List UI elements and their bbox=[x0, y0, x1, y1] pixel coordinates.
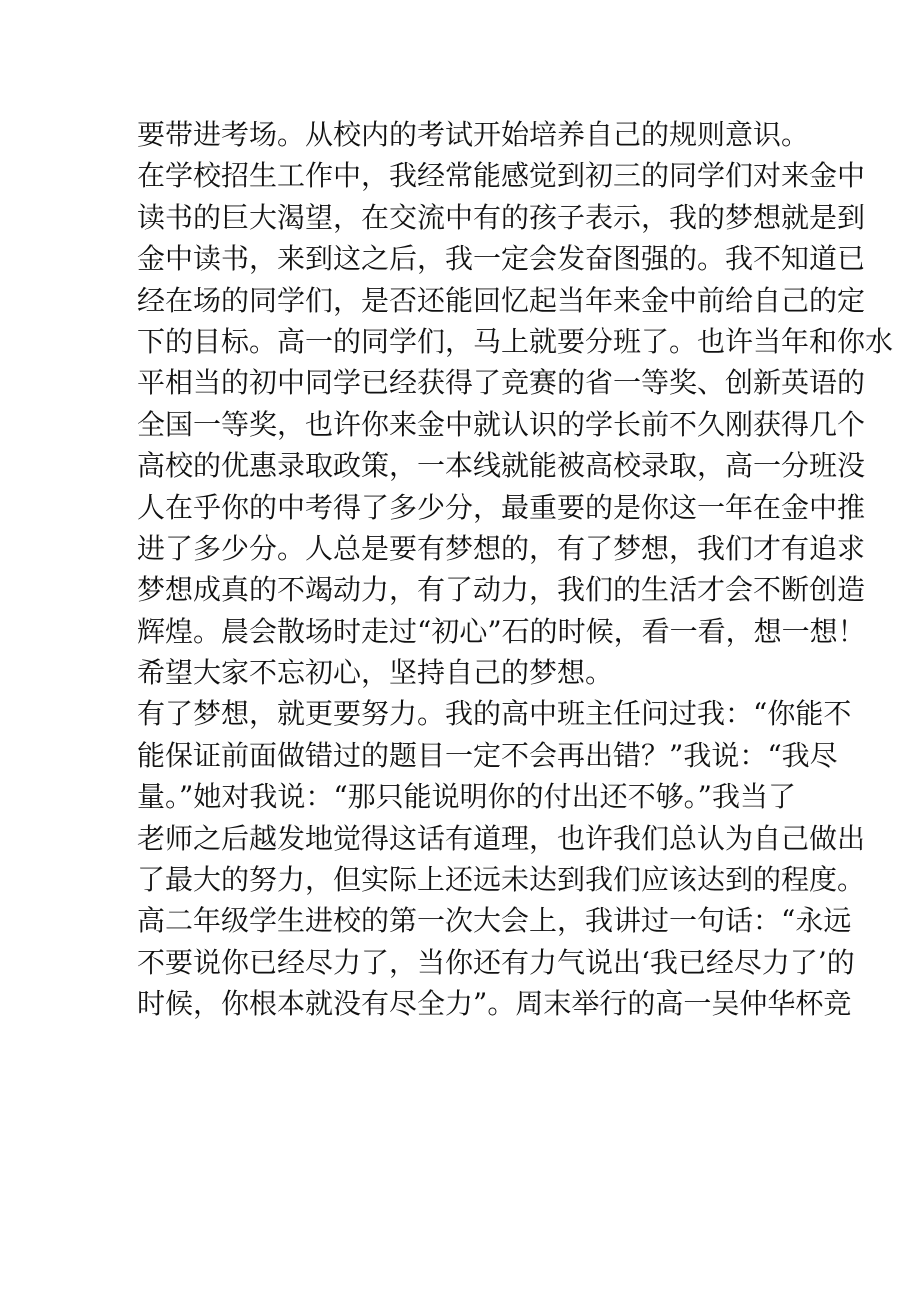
text-line-1: 要带进考场。从校内的考试开始培养自己的规则意识。 bbox=[137, 118, 810, 151]
text-line-5: 经在场的同学们，是否还能回忆起当年来金中前给自己的定 bbox=[137, 283, 866, 317]
text-line-16: 能保证前面做错过的题目一定不会再出错？”我说：“我尽 bbox=[137, 738, 838, 772]
text-line-7: 平相当的初中同学已经获得了竞赛的省一等奖、创新英语的 bbox=[137, 366, 866, 400]
text-line-10: 人在乎你的中考得了多少分，最重要的是你这一年在金中推 bbox=[137, 490, 866, 524]
text-line-6: 下的目标。高一的同学们，马上就要分班了。也许当年和你水 bbox=[137, 324, 894, 358]
text-line-22: 时候，你根本就没有尽全力”。周末举行的高一吴仲华杯竞 bbox=[137, 987, 852, 1021]
text-line-12: 梦想成真的不竭动力，有了动力，我们的生活才会不断创造 bbox=[137, 573, 866, 607]
text-line-13: 辉煌。晨会散场时走过“初心”石的时候，看一看，想一想！ bbox=[137, 614, 866, 648]
text-line-19: 了最大的努力，但实际上还远未达到我们应该达到的程度。 bbox=[137, 863, 866, 897]
text-line-17: 量。”她对我说：“那只能说明你的付出还不够。”我当了 bbox=[137, 780, 796, 814]
text-line-14: 希望大家不忘初心，坚持自己的梦想。 bbox=[137, 656, 614, 690]
text-line-2: 在学校招生工作中，我经常能感觉到初三的同学们对来金中 bbox=[137, 159, 866, 193]
text-line-20: 高二年级学生进校的第一次大会上，我讲过一句话：“永远 bbox=[137, 904, 852, 938]
text-line-9: 高校的优惠录取政策，一本线就能被高校录取，高一分班没 bbox=[137, 449, 866, 483]
text-line-15: 有了梦想，就更要努力。我的高中班主任问过我：“你能不 bbox=[137, 697, 852, 731]
text-line-18: 老师之后越发地觉得这话有道理，也许我们总认为自己做出 bbox=[137, 821, 866, 855]
text-line-3: 读书的巨大渴望，在交流中有的孩子表示，我的梦想就是到 bbox=[137, 200, 866, 234]
text-line-21: 不要说你已经尽力了，当你还有力气说出‘我已经尽力了’的 bbox=[137, 945, 855, 979]
text-line-11: 进了多少分。人总是要有梦想的，有了梦想，我们才有追求 bbox=[137, 531, 866, 565]
text-line-4: 金中读书，来到这之后，我一定会发奋图强的。我不知道已 bbox=[137, 242, 866, 276]
body-text bbox=[137, 114, 894, 1025]
text-line-8: 全国一等奖，也许你来金中就认识的学长前不久刚获得几个 bbox=[137, 407, 866, 441]
